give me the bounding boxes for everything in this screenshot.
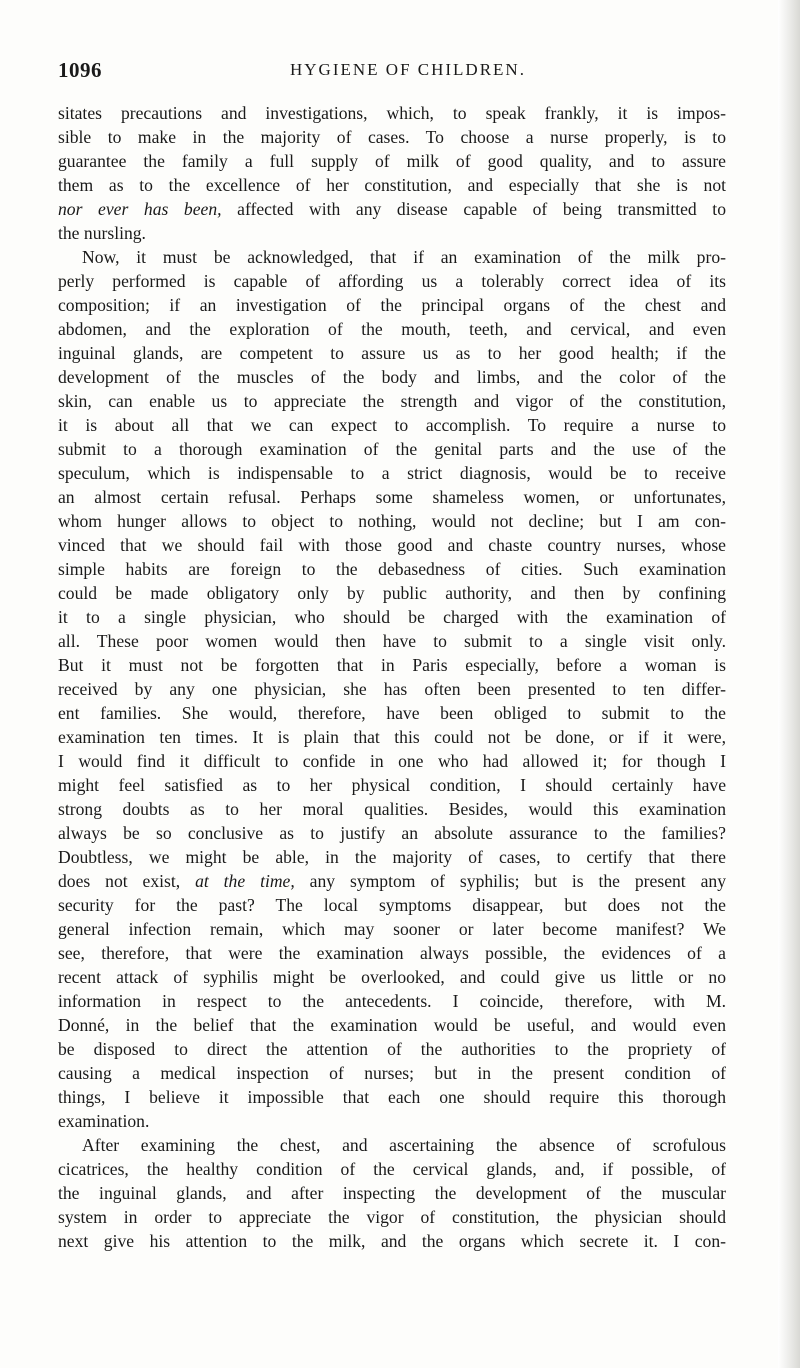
text-line: be disposed to direct the attention of the authorities to the propriety of [58,1039,726,1059]
text-segment: affected with any disease capable of being transmitted to [221,199,726,219]
text-line: next give his attention to the milk, and the organs which secrete it. I con- [58,1231,726,1251]
page-edge-shadow [778,0,800,1368]
text-line: simple habits are foreign to the debasedness of cities. Such examination [58,559,726,579]
text-line [58,197,726,221]
text-line: causing a medical inspection of nurses; but in the present condition of [58,1063,726,1083]
text-line: general infection remain, which may sooner or later become manifest? We [58,919,726,939]
text-line: it to a single physician, who should be charged with the examination of [58,607,726,627]
text-line: strong doubts as to her moral qualities. Besides, would this examination [58,799,726,819]
text-line: I would find it difficult to confide in one who had allowed it; for though I [58,751,726,771]
text-line: abdomen, and the exploration of the mouth, teeth, and cervical, and even [58,319,726,339]
text-line: security for the past? The local symptoms disappear, but does not the [58,895,726,915]
running-head: HYGIENE OF CHILDREN. [290,60,526,79]
text-line: all. These poor women would then have to submit to a single visit only. [58,631,726,651]
text-line: development of the muscles of the body and limbs, and the color of the [58,367,726,387]
text-segment: any symptom of syphilis; but is the present any [294,871,726,891]
text-line: them as to the excellence of her constitution, and especially that she is not [58,175,726,195]
text-line: vinced that we should fail with those good and chaste country nurses, whose [58,535,726,555]
text-line: system in order to appreciate the vigor of constitution, the physician should [58,1207,726,1227]
italic-segment: nor ever has been, [58,199,222,219]
text-line: cicatrices, the healthy condition of the cervical glands, and, if possible, of [58,1159,726,1179]
text-line: it is about all that we can expect to accomplish. To require a nurse to [58,415,726,435]
text-line: received by any one physician, she has often been presented to ten differ- [58,679,726,699]
text-line: always be so conclusive as to justify an absolute assurance to the families? [58,823,726,843]
text-line: recent attack of syphilis might be overlooked, and could give us little or no [58,967,726,987]
page-header [58,58,718,84]
text-line: submit to a thorough examination of the genital parts and the use of the [58,439,726,459]
text-line: inguinal glands, are competent to assure us as to her good health; if the [58,343,726,363]
text-line: whom hunger allows to object to nothing, would not decline; but I am con- [58,511,726,531]
text-line: the inguinal glands, and after inspecting the development of the muscular [58,1183,726,1203]
text-line: see, therefore, that were the examination always possible, the evidences of a [58,943,726,963]
body-text [58,101,726,1253]
italic-segment: at the time, [195,871,295,891]
text-line: speculum, which is indispensable to a strict diagnosis, would be to receive [58,463,726,483]
text-line: an almost certain refusal. Perhaps some shameless women, or unfortunates, [58,487,726,507]
text-line: Doubtless, we might be able, in the majority of cases, to certify that there [58,847,726,867]
text-line: guarantee the family a full supply of milk of good quality, and to assure [58,151,726,171]
text-line: examination. [58,1111,150,1131]
text-line: examination ten times. It is plain that this could not be done, or if it were, [58,727,726,747]
text-line: sitates precautions and investigations, which, to speak frankly, it is impos- [58,103,726,123]
text-line: the nursling. [58,223,146,243]
text-line: After examining the chest, and ascertaining the absence of scrofulous [82,1135,726,1155]
text-line: might feel satisfied as to her physical condition, I should certainly have [58,775,726,795]
text-line: composition; if an investigation of the principal organs of the chest and [58,295,726,315]
text-line: skin, can enable us to appreciate the strength and vigor of the constitution, [58,391,726,411]
page-number: 1096 [58,58,102,82]
text-segment: does not exist, [58,871,196,891]
text-line: could be made obligatory only by public authority, and then by confining [58,583,726,603]
text-line: perly performed is capable of affording us a tolerably correct idea of its [58,271,726,291]
text-line: ent families. She would, therefore, have been obliged to submit to the [58,703,726,723]
text-line: information in respect to the antecedents. I coincide, therefore, with M. [58,991,726,1011]
text-line: Donné, in the belief that the examination would be useful, and would even [58,1015,726,1035]
text-line: sible to make in the majority of cases. To choose a nurse properly, is to [58,127,726,147]
text-line: But it must not be forgotten that in Paris especially, before a woman is [58,655,726,675]
text-line: Now, it must be acknowledged, that if an examination of the milk pro- [82,247,726,267]
text-line [58,869,726,893]
text-line: things, I believe it impossible that each one should require this thorough [58,1087,726,1107]
